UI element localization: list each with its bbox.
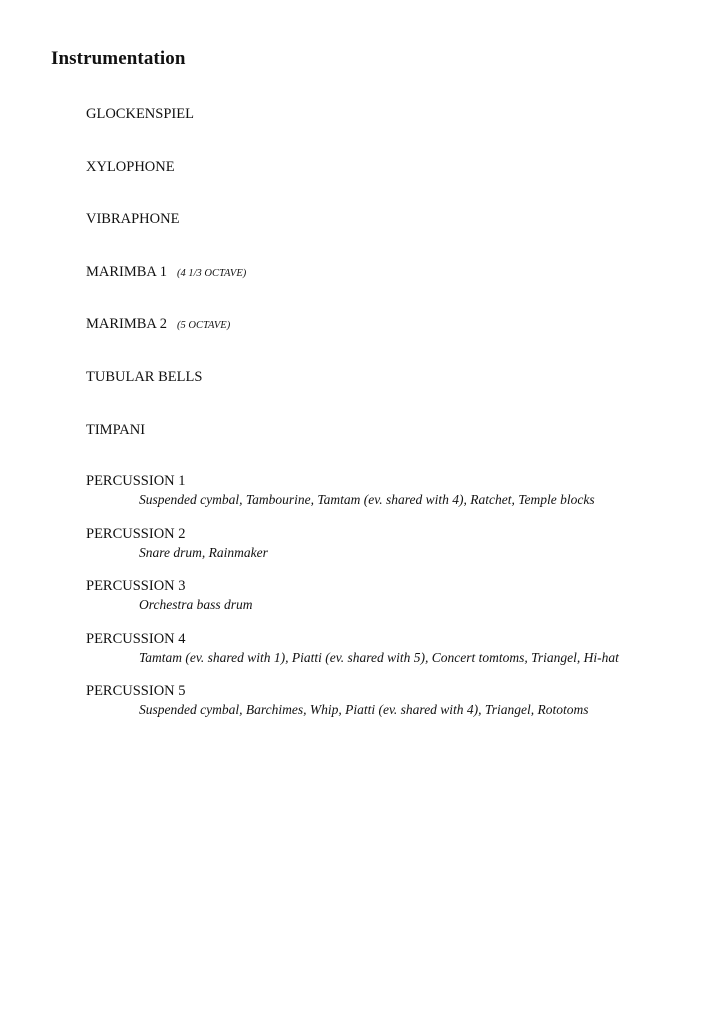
percussion-2-name: PERCUSSION 2 xyxy=(86,526,186,542)
instrument-timpani: TIMPANI xyxy=(86,422,146,438)
percussion-5-detail: Suspended cymbal, Barchimes, Whip, Piatti (ev. shared with 4), Triangel, Rototoms xyxy=(139,702,589,717)
instrument-marimba-2 xyxy=(86,315,230,335)
instrument-glockenspiel: GLOCKENSPIEL xyxy=(86,106,194,122)
percussion-3-name: PERCUSSION 3 xyxy=(86,578,186,594)
instrument-vibraphone: VIBRAPHONE xyxy=(86,211,180,227)
percussion-3-detail: Orchestra bass drum xyxy=(139,597,253,612)
page-title: Instrumentation xyxy=(51,48,186,69)
instrument-tubular-bells: TUBULAR BELLS xyxy=(86,369,203,385)
percussion-2-detail: Snare drum, Rainmaker xyxy=(139,545,268,560)
instrument-name: MARIMBA 1 xyxy=(86,264,167,280)
instrument-xylophone: XYLOPHONE xyxy=(86,159,175,175)
percussion-4-name: PERCUSSION 4 xyxy=(86,631,186,647)
instrument-name: MARIMBA 2 xyxy=(86,316,167,332)
percussion-5-name: PERCUSSION 5 xyxy=(86,683,186,699)
percussion-1-detail: Suspended cymbal, Tambourine, Tamtam (ev. shared with 4), Ratchet, Temple blocks xyxy=(139,492,595,507)
instrument-range-note: (4 1/3 OCTAVE) xyxy=(176,268,247,279)
percussion-4-detail: Tamtam (ev. shared with 1), Piatti (ev. shared with 5), Concert tomtoms, Triangel, Hi-hat xyxy=(139,650,619,665)
instrument-range-note: (5 OCTAVE) xyxy=(176,320,231,331)
percussion-1-name: PERCUSSION 1 xyxy=(86,473,186,489)
instrument-marimba-1 xyxy=(86,263,246,283)
